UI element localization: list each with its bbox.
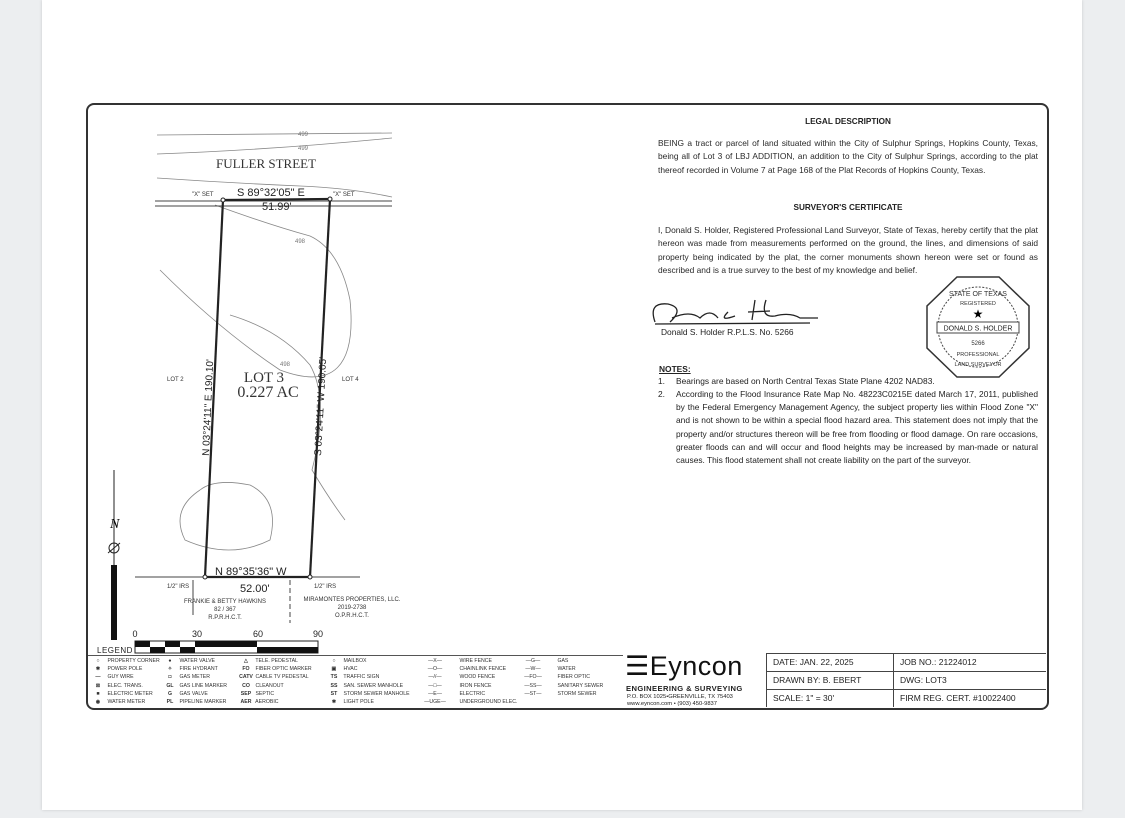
- note-text: Bearings are based on North Central Texas State Plane 4202 NAD83.: [676, 376, 935, 386]
- lot-label: LOT 3: [243, 370, 285, 386]
- owner-left-name: FRANKIE & BETTY HAWKINS: [183, 599, 267, 605]
- svg-text:★: ★: [972, 307, 984, 321]
- surveyor-seal: [927, 277, 1029, 377]
- scale-field: SCALE: 1" = 30': [766, 689, 893, 707]
- note-number: 2.: [658, 389, 665, 399]
- legal-description-title: LEGAL DESCRIPTION: [805, 117, 891, 126]
- legend-label: WATER: [556, 666, 576, 673]
- legal-description-text: BEING a tract or parcel of land situated within the City of Sulphur Springs, Hopkins County, Texas, being all of Lot 3 of LBJ ADDITION, an addition to the City of Sulphur Springs, according to the plat thereof recorded in Volume 7 at Page 168 of the Plat Records of Hopkins County, Texas.: [658, 138, 1038, 175]
- legend-item: [412, 682, 517, 690]
- legend-symbol-icon: TS: [330, 674, 338, 681]
- legend-symbol-icon: ▣: [331, 666, 337, 673]
- legend-label: GAS LINE MARKER: [178, 682, 228, 689]
- drawn-by-field: DRAWN BY: B. EBERT: [766, 671, 893, 689]
- legend-label: WATER VALVE: [178, 658, 215, 664]
- svg-text:LAND SURVEYOR: LAND SURVEYOR: [954, 362, 1002, 368]
- legend-symbol-icon: ST: [330, 690, 338, 697]
- legend-symbol-icon: GL: [166, 682, 174, 689]
- legend-label: GAS: [556, 658, 569, 664]
- legend-item: [162, 682, 227, 690]
- south-distance: 52.00': [240, 583, 270, 595]
- legend-item: [412, 698, 517, 706]
- north-arrow-icon: [108, 470, 120, 640]
- legend-item: [238, 665, 312, 673]
- legend-label: WATER METER: [106, 698, 146, 705]
- legend-label: SANITARY SEWER: [556, 682, 604, 689]
- legend-symbol-icon: —: [95, 674, 101, 681]
- scale-tick: 60: [252, 629, 264, 639]
- legend-item: [412, 657, 517, 665]
- company-tagline: ENGINEERING & SURVEYING: [626, 684, 743, 693]
- legend-item: [162, 665, 227, 673]
- legend-item: [90, 698, 160, 706]
- svg-text:5266: 5266: [971, 341, 985, 347]
- legend-label: FIBER OPTIC: [556, 674, 591, 681]
- legend-label: CHAINLINK FENCE: [458, 666, 507, 673]
- legend-symbol-icon: —X—: [428, 658, 442, 664]
- legend-item: [510, 657, 603, 665]
- north-distance: 51.99': [262, 201, 292, 213]
- legend-symbol-icon: —G—: [525, 658, 541, 664]
- scale-tick: 30: [191, 629, 203, 639]
- owner-right-records: O.P.R.H.C.T.: [335, 613, 369, 619]
- company-name: ☰Eyncon: [625, 651, 743, 681]
- legend-column: [238, 657, 312, 706]
- legend-symbol-icon: ◉: [95, 698, 101, 705]
- note-item: [658, 388, 1038, 467]
- contour-label: 499: [298, 132, 309, 138]
- legend-item: [326, 698, 410, 706]
- legend-label: CABLE TV PEDESTAL: [254, 674, 309, 681]
- east-bearing: S 03°24'11" W 190.05': [313, 356, 330, 457]
- legend-item: [90, 665, 160, 673]
- surveyor-certificate-text: I, Donald S. Holder, Registered Professional Land Surveyor, State of Texas, hereby certify that the plat hereon was made from measurements performed on the ground, the lines, and dimensions of said property being indicated by the plat, the corner monuments shown hereon were set or found as described and is a true survey to the best of my knowledge and belief.: [658, 225, 1038, 275]
- legend-label: ELEC. TRANS.: [106, 682, 143, 689]
- legend-label: GAS VALVE: [178, 690, 208, 697]
- firm-registration-field: FIRM REG. CERT. #10022400: [893, 689, 1046, 707]
- legend-item: [412, 673, 517, 681]
- legend-label: CLEANOUT: [254, 682, 284, 689]
- svg-text:DONALD S. HOLDER: DONALD S. HOLDER: [943, 325, 1013, 333]
- irs-label: 1/2" IRS: [167, 584, 190, 590]
- legend-label: HVAC: [342, 666, 358, 673]
- legend-label: AEROBIC: [254, 698, 279, 705]
- svg-text:STATE OF TEXAS: STATE OF TEXAS: [949, 291, 1007, 298]
- legend-symbol-icon: —O—: [427, 666, 443, 673]
- legend-symbol-icon: —W—: [525, 666, 541, 673]
- lot-4-label: LOT 4: [342, 377, 359, 383]
- legend-item: [90, 673, 160, 681]
- legend-item: [238, 657, 312, 665]
- north-bearing: S 89°32'05" E: [237, 187, 305, 199]
- west-bearing: N 03°24'11" E 190.10': [201, 358, 217, 457]
- legend-item: [510, 690, 603, 698]
- legend-item: [162, 657, 227, 665]
- legend-item: [326, 690, 410, 698]
- legend-item: [162, 673, 227, 681]
- legend-label: PIPELINE MARKER: [178, 698, 227, 705]
- legend-symbol-icon: SEP: [240, 690, 252, 697]
- owner-right-name: MIRAMONTES PROPERTIES, LLC.: [303, 597, 401, 603]
- legend-label: IRON FENCE: [458, 682, 492, 689]
- legend-item: [326, 682, 410, 690]
- legend-symbol-icon: SS: [330, 682, 338, 689]
- note-number: 1.: [658, 376, 665, 386]
- legend-label: UNDERGROUND ELEC.: [458, 698, 518, 705]
- company-contact: www.eyncon.com • (903) 450-9837: [627, 701, 717, 707]
- south-bearing: N 89°35'36" W: [215, 566, 287, 578]
- legend-symbol-icon: PL: [166, 698, 174, 705]
- drawing-field: DWG: LOT3: [893, 671, 1046, 689]
- legend-item: [162, 690, 227, 698]
- legend-label: GAS METER: [178, 674, 210, 681]
- legend-symbol-icon: ✧: [167, 666, 173, 673]
- x-set-label: "X" SET: [192, 192, 214, 198]
- legend-column: [326, 657, 410, 706]
- legend-item: [238, 673, 312, 681]
- notes-title: NOTES:: [659, 364, 691, 374]
- legend-symbol-icon: —SS—: [524, 682, 542, 689]
- legend-item: [238, 690, 312, 698]
- legend-item: [326, 657, 410, 665]
- legend-symbol-icon: ○: [332, 658, 336, 664]
- legend-label: TRAFFIC SIGN: [342, 674, 380, 681]
- lot-area: 0.227 AC: [237, 384, 299, 401]
- owner-left-records: R.P.R.H.C.T.: [208, 615, 242, 621]
- legend-symbol-icon: AER: [240, 698, 252, 705]
- legend-label: FIBER OPTIC MARKER: [254, 666, 312, 673]
- legend-item: [326, 673, 410, 681]
- signer-name: Donald S. Holder R.P.L.S. No. 5266: [661, 327, 794, 337]
- legend-label: ELECTRIC METER: [106, 690, 153, 697]
- legend-label: FIRE HYDRANT: [178, 666, 218, 673]
- legend-label: SAN. SEWER MANHOLE: [342, 682, 404, 689]
- legend-label: LIGHT POLE: [342, 698, 374, 705]
- legend-label: TELE. PEDESTAL: [254, 658, 298, 664]
- note-item: [658, 375, 1038, 388]
- north-label: N: [110, 517, 120, 532]
- legend-column: [412, 657, 517, 706]
- date-field: DATE: JAN. 22, 2025: [766, 653, 893, 671]
- legend-item: [90, 690, 160, 698]
- owner-left-volume: 82 / 367: [214, 607, 236, 613]
- note-text: According to the Flood Insurance Rate Map No. 48223C0215E dated March 17, 2011, published by the Federal Emergency Management Agency, the subject property lies within Flood Zone "X" and is not shown to be within a special flood hazard area. This statement does not imply that the property and/or structures thereon will be free from flooding or flood damage. On rare occasions, greater floods can and will occur and flood heights may be increased by man-made or natural causes. This flood statement shall not create liability on the part of the surveyor.: [676, 389, 1038, 466]
- legend-symbol-icon: ⊠: [95, 682, 101, 689]
- contour-label: 499: [298, 146, 309, 152]
- legend-symbol-icon: ■: [96, 690, 100, 697]
- legend-label: MAILBOX: [342, 658, 367, 664]
- legend-symbol-icon: —UGE—: [424, 698, 446, 705]
- legend-symbol-icon: —□—: [428, 682, 442, 689]
- legend-label: STORM SEWER MANHOLE: [342, 690, 410, 697]
- legend-item: [510, 673, 603, 681]
- legend-label: POWER POLE: [106, 666, 143, 673]
- legend-item: [510, 682, 603, 690]
- legend-item: [238, 682, 312, 690]
- surveyor-certificate-title: SURVEYOR'S CERTIFICATE: [793, 203, 903, 212]
- legend-symbol-icon: CO: [242, 682, 250, 689]
- legend-item: [412, 690, 517, 698]
- company-address: P.O. BOX 1025•GREENVILLE, TX 75403: [627, 694, 733, 700]
- legend-symbol-icon: ◘: [168, 674, 172, 681]
- legend-symbol-icon: —//—: [428, 674, 442, 681]
- legend-symbol-icon: ○: [96, 658, 100, 664]
- legend-symbol-icon: G: [167, 690, 173, 697]
- legend-label: GUY WIRE: [106, 674, 134, 681]
- legend-label: SEPTIC: [254, 690, 275, 697]
- legend-symbol-icon: CATV: [239, 674, 253, 681]
- legend-item: [326, 665, 410, 673]
- signature: [653, 300, 818, 324]
- legend-label: STORM SEWER: [556, 690, 597, 697]
- scale-tick: 0: [132, 629, 138, 639]
- legend-label: WIRE FENCE: [458, 658, 493, 664]
- legend-column: [90, 657, 160, 706]
- legend-symbol-icon: —FO—: [524, 674, 542, 681]
- legend-item: [90, 682, 160, 690]
- street-name: FULLER STREET: [216, 156, 317, 171]
- legend-item: [412, 665, 517, 673]
- x-set-label: "X" SET: [333, 192, 355, 198]
- contour-label: 498: [280, 362, 291, 368]
- svg-text:REGISTERED: REGISTERED: [960, 301, 996, 307]
- legend-symbol-icon: ●: [168, 658, 172, 664]
- svg-text:PROFESSIONAL: PROFESSIONAL: [956, 352, 1000, 358]
- legend-column: [510, 657, 603, 698]
- legend-label: PROPERTY CORNER: [106, 658, 160, 664]
- job-number-field: JOB NO.: 21224012: [893, 653, 1046, 671]
- legend-symbol-icon: ✱: [95, 666, 101, 673]
- legend-item: [162, 698, 227, 706]
- legend-label: ELECTRIC: [458, 690, 486, 697]
- legend-symbol-icon: —ST—: [524, 690, 542, 697]
- irs-label: 1/2" IRS: [314, 584, 337, 590]
- legend-symbol-icon: FO: [242, 666, 250, 673]
- legend-item: [238, 698, 312, 706]
- company-logo: [625, 653, 765, 708]
- legend-item: [90, 657, 160, 665]
- scale-bar: [135, 641, 318, 653]
- lot-2-label: LOT 2: [167, 377, 184, 383]
- scale-tick: 90: [312, 629, 324, 639]
- legend-label: WOOD FENCE: [458, 674, 496, 681]
- legend-item: [510, 665, 603, 673]
- legend-column: [162, 657, 227, 706]
- contour-label: 498: [295, 239, 306, 245]
- owner-right-doc: 2019-2738: [337, 605, 367, 611]
- legend-symbol-icon: △: [244, 658, 248, 664]
- legend-symbol-icon: —E—: [428, 690, 442, 697]
- legend-symbol-icon: ✱: [331, 698, 337, 705]
- legend-title: LEGEND: [97, 646, 133, 655]
